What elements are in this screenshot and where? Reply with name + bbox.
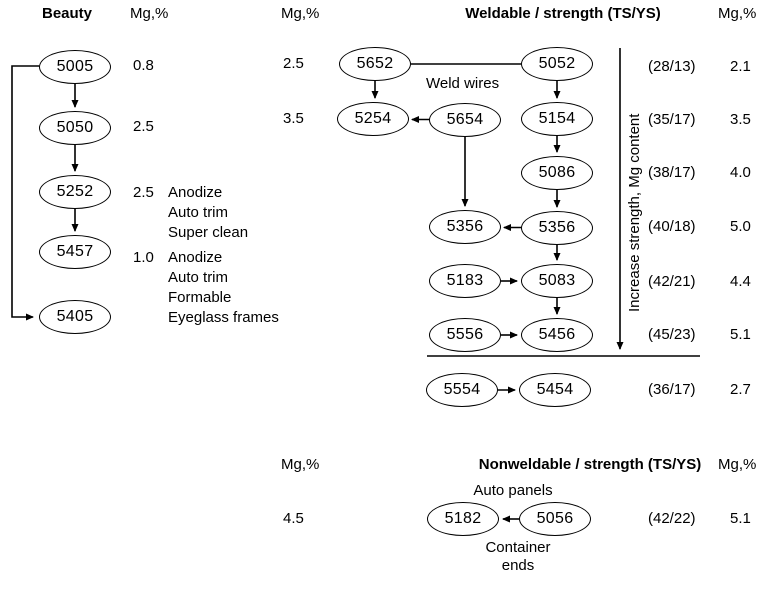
weldable-header: Weldable / strength (TS/YS): [465, 5, 661, 22]
nonweldable-mg-right-header: Mg,%: [718, 456, 757, 473]
container-ends-line2: ends: [501, 557, 535, 574]
increase-strength-axis-label: Increase strength, Mg content: [626, 113, 643, 313]
mg-row7: 2.7: [730, 381, 751, 398]
mg-row2: 3.5: [730, 111, 751, 128]
beauty-header: Beauty: [42, 5, 93, 22]
mg-value-5252: 2.5: [133, 184, 154, 201]
weld-wires-label: Weld wires: [426, 75, 500, 92]
mg-row5: 4.4: [730, 273, 751, 290]
mg-row1: 2.1: [730, 58, 751, 75]
mg-value-5457: 1.0: [133, 249, 154, 266]
tsys-row2: (35/17): [648, 111, 696, 128]
node-5654: 5654: [429, 103, 501, 137]
weld-mg-row2: 3.5: [283, 110, 304, 127]
node-5356-left: 5356: [429, 210, 501, 244]
nonweldable-header: Nonweldable / strength (TS/YS): [478, 456, 702, 473]
node-5154: 5154: [521, 102, 593, 136]
node-5456: 5456: [521, 318, 593, 352]
weldable-mg-right-header: Mg,%: [718, 5, 757, 22]
note-line: Formable: [168, 289, 232, 306]
tsys-row3: (38/17): [648, 164, 696, 181]
node-5457: 5457: [39, 235, 111, 269]
mg-value-5050: 2.5: [133, 118, 154, 135]
beauty-mg-header: Mg,%: [130, 5, 169, 22]
mg-value-5182: 4.5: [283, 510, 304, 527]
node-5182: 5182: [427, 502, 499, 536]
note-line: Auto trim: [168, 269, 229, 286]
container-ends-label: [470, 539, 566, 575]
note-line: Auto trim: [168, 204, 229, 221]
tsys-row6: (45/23): [648, 326, 696, 343]
node-5086: 5086: [521, 156, 593, 190]
weld-mg-row1: 2.5: [283, 55, 304, 72]
nonweldable-mg-left-header: Mg,%: [281, 456, 320, 473]
node-5652: 5652: [339, 47, 411, 81]
node-5252: 5252: [39, 175, 111, 209]
note-line: Anodize: [168, 249, 223, 266]
note-line: Super clean: [168, 224, 249, 241]
node-5083: 5083: [521, 264, 593, 298]
node-5554: 5554: [426, 373, 498, 407]
mg-value-5005: 0.8: [133, 57, 154, 74]
notes-5252: [168, 183, 248, 243]
tsys-row5: (42/21): [648, 273, 696, 290]
mg-row6: 5.1: [730, 326, 751, 343]
node-5356-right: 5356: [521, 211, 593, 245]
container-ends-line1: Container: [485, 539, 551, 556]
node-5052: 5052: [521, 47, 593, 81]
node-5005: 5005: [39, 50, 111, 84]
node-5405: 5405: [39, 300, 111, 334]
node-5254: 5254: [337, 102, 409, 136]
mg-row4: 5.0: [730, 218, 751, 235]
node-5183: 5183: [429, 264, 501, 298]
weldable-mg-left-header: Mg,%: [281, 5, 320, 22]
node-5056: 5056: [519, 502, 591, 536]
node-5050: 5050: [39, 111, 111, 145]
mg-nonweldable: 5.1: [730, 510, 751, 527]
mg-row3: 4.0: [730, 164, 751, 181]
node-5556: 5556: [429, 318, 501, 352]
auto-panels-label: Auto panels: [473, 482, 553, 499]
tsys-row7: (36/17): [648, 381, 696, 398]
tsys-nonweldable: (42/22): [648, 510, 696, 527]
tsys-row1: (28/13): [648, 58, 696, 75]
note-line: Anodize: [168, 184, 223, 201]
notes-5457: [168, 248, 231, 308]
node-5454: 5454: [519, 373, 591, 407]
tsys-row4: (40/18): [648, 218, 696, 235]
use-5405: Eyeglass frames: [168, 309, 279, 326]
